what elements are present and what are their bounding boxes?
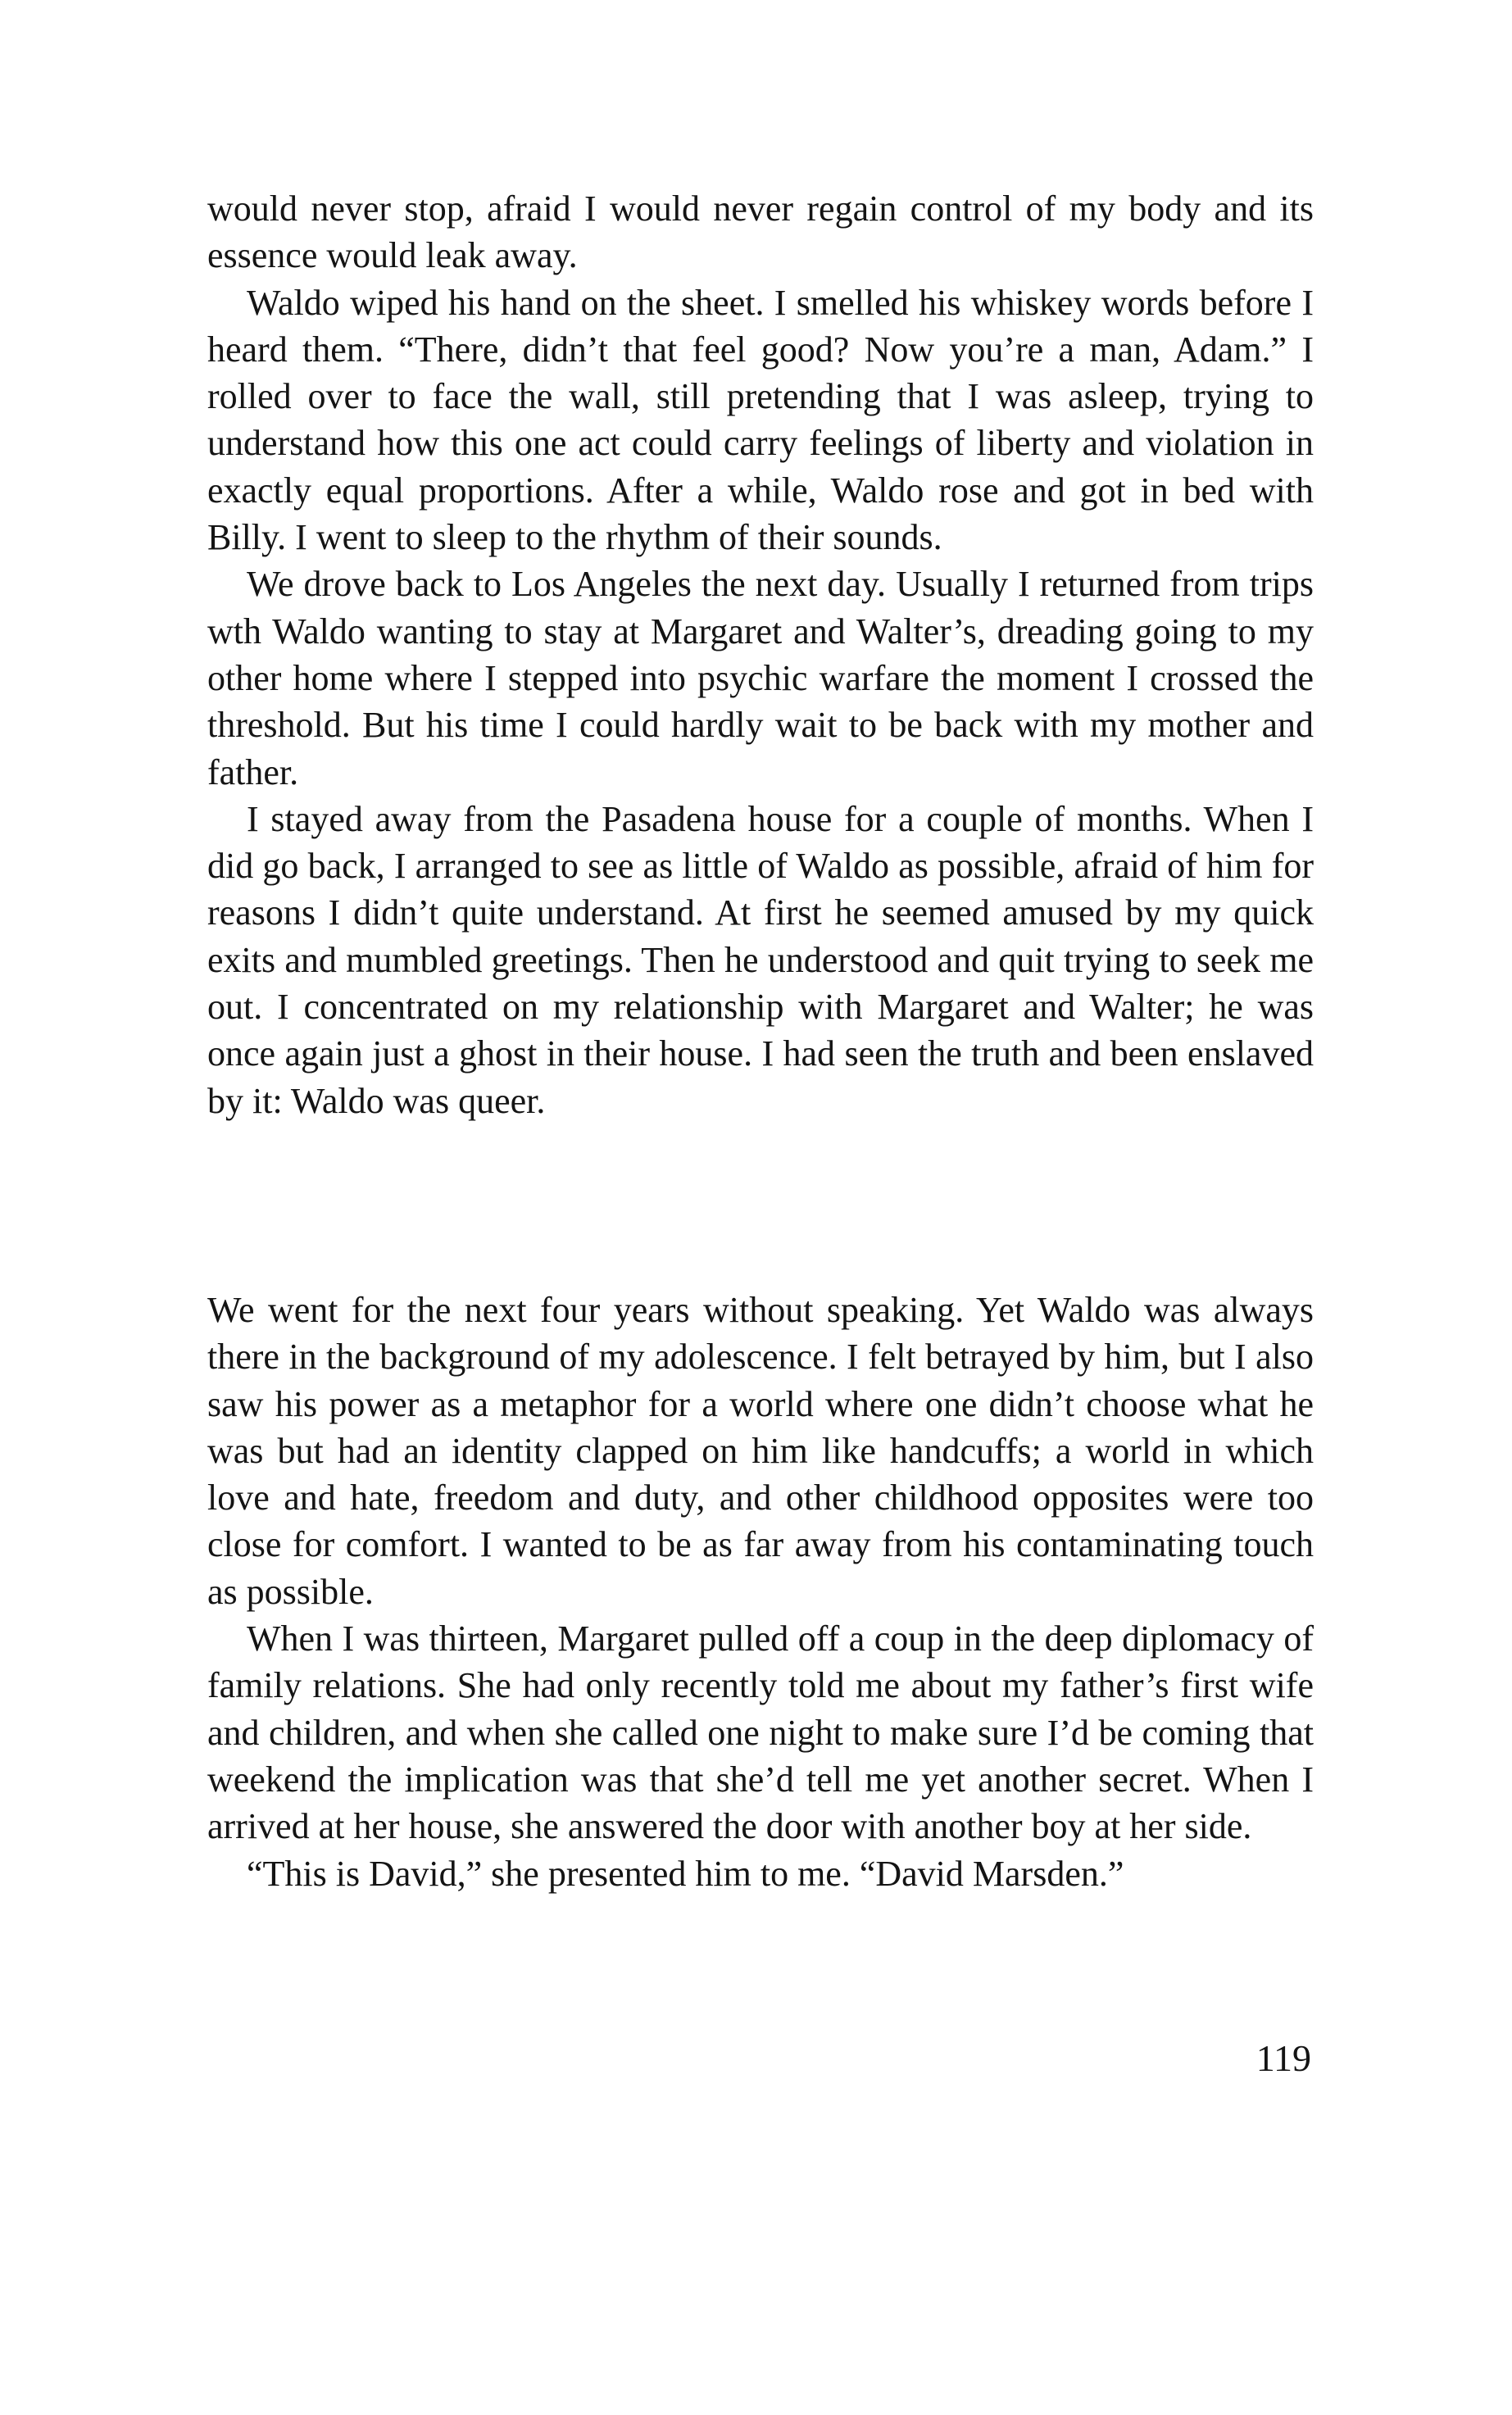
paragraph-drove-back: We drove back to Los Angeles the next day. Usually I returned from trips wth Waldo wanting to stay at Margaret and Walter’s, dreading going to my other home where I stepped into psychic warfare the moment I crossed the threshold. But his time I could hardly wait to be back with my mother and father.	[207, 564, 1314, 792]
text-section-before-break	[207, 185, 1314, 1124]
text-section-after-break	[207, 1287, 1314, 1897]
paragraph-continued: would never stop, afraid I would never regain control of my body and its essence would leak away.	[207, 188, 1314, 276]
paragraph-this-is-david: “This is David,” she presented him to me. “David Marsden.”	[247, 1853, 1124, 1894]
paragraph-stayed-away: I stayed away from the Pasadena house for a couple of months. When I did go back, I arranged to see as little of Waldo as possible, afraid of him for reasons I didn’t quite understand. At first he seemed amused by my quick exits and mumbled greetings. Then he understood and quit trying to seek me out. I concentrated on my relationship with Margaret and Walter; he was once again just a ghost in their house. I had seen the truth and been enslaved by it: Waldo was queer.	[207, 798, 1314, 1121]
paragraph-four-years: We went for the next four years without speaking. Yet Waldo was always there in the background of my adolescence. I felt betrayed by him, but I also saw his power as a metaphor for a world where one didn’t choose what he was but had an identity clapped on him like handcuffs; a world in which love and hate, freedom and duty, and other childhood opposites were too close for comfort. I wanted to be as far away from his contaminating touch as possible.	[207, 1290, 1314, 1612]
paragraph-thirteen: When I was thirteen, Margaret pulled off a coup in the deep diplomacy of family relations. She had only recently told me about my father’s first wife and children, and when she called one night to make sure I’d be coming that weekend the implication was that she’d tell me yet another secret. When I arrived at her house, she answered the door with another boy at her side.	[207, 1618, 1314, 1847]
paragraph-waldo-wiped: Waldo wiped his hand on the sheet. I smelled his whiskey words before I heard them. “There, didn’t that feel good? Now you’re a man, Adam.” I rolled over to face the wall, still pretending that I was asleep, trying to understand how this one act could carry feelings of liberty and violation in exactly equal proportions. After a while, Waldo rose and got in bed with Billy. I went to sleep to the rhythm of their sounds.	[207, 282, 1314, 558]
page-number: 119	[1255, 2037, 1311, 2079]
